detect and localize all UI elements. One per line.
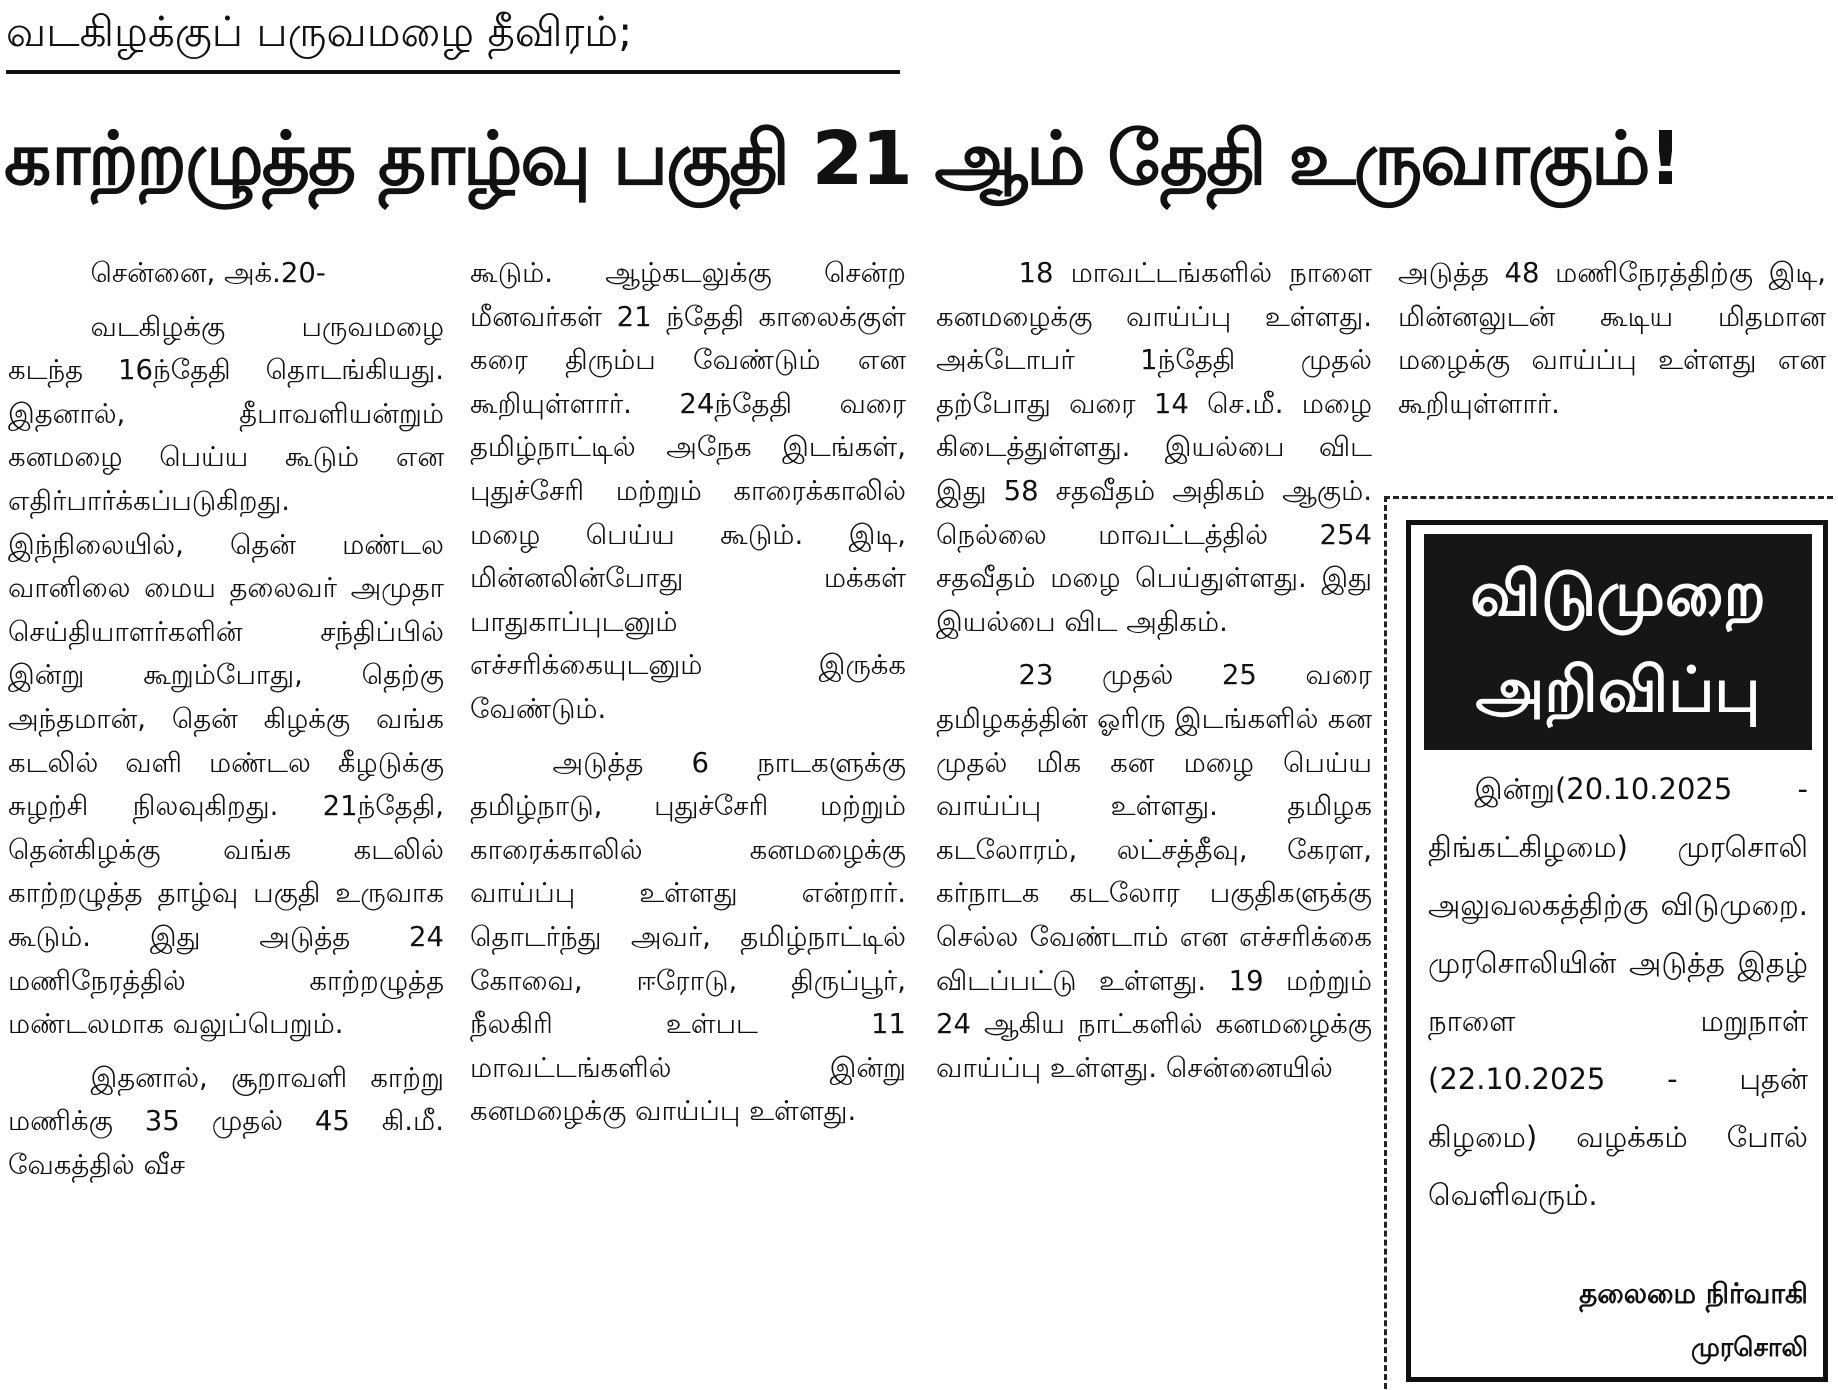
article-column-4	[1398, 252, 1826, 482]
article-paragraph: கூடும். ஆழ்கடலுக்கு சென்ற மீனவர்கள் 21 ந்தேதி காலைக்குள் கரை திரும்ப வேண்டும் என கூறியுள்ளார். 24ந்தேதி வரை தமிழ்நாட்டில் அநேக இடங்கள், புதுச்சேரி மற்றும் காரைக்காலில் மழை பெய்ய கூடும். இடி, மின்னலின்போது மக்கள் பாதுகாப்புடனும் எச்சரிக்கையுடனும் இருக்க வேண்டும்.	[470, 257, 906, 725]
article-paragraph: இதனால், சூறாவளி காற்று மணிக்கு 35 முதல் 45 கி.மீ. வேகத்தில் வீச	[8, 1061, 444, 1181]
notice-title-line-2: அறிவிப்பு	[1475, 653, 1761, 726]
main-headline: காற்றழுத்த தாழ்வு பகுதி 21 ஆம் தேதி உருவாகும்!	[4, 116, 1681, 202]
article-column-2	[470, 252, 906, 1382]
kicker-headline: வடகிழக்குப் பருவமழை தீவிரம்;	[6, 7, 633, 56]
notice-publication: முரசொலி	[1691, 1333, 1808, 1363]
article-paragraph: அடுத்த 48 மணிநேரத்திற்கு இடி, மின்னலுடன் கூடிய மிதமான மழைக்கு வாய்ப்பு உள்ளது என கூறியுள்ளார்.	[1398, 257, 1826, 420]
notice-title-line-1: விடுமுறை	[1470, 557, 1766, 630]
article-paragraph: அடுத்த 6 நாடகளுக்கு தமிழ்நாடு, புதுச்சேரி மற்றும் காரைக்காலில் கனமழைக்கு வாய்ப்பு உள்ளது என்றார். தொடர்ந்து அவர், தமிழ்நாட்டில் கோவை, ஈரோடு, திருப்பூர், நீலகிரி உள்பட 11 மாவட்டங்களில் இன்று கனமழைக்கு வாய்ப்பு உள்ளது.	[470, 746, 906, 1128]
notice-body	[1428, 760, 1808, 1230]
notice-signatory: தலைமை நிர்வாகி	[1579, 1277, 1808, 1310]
notice-text: இன்று(20.10.2025 - திங்கட்கிழமை) முரசொலி அலுவலகத்திற்கு விடுமுறை. முரசொலியின் அடுத்த இதழ் நாளை மறுநாள் (22.10.2025 - புதன் கிழமை) வழக்கம் போல் வெளிவரும்.	[1428, 772, 1808, 1212]
article-paragraph: 23 முதல் 25 வரை தமிழகத்தின் ஓரிரு இடங்களில் கன முதல் மிக கன மழை பெய்ய வாய்ப்பு உள்ளது. தமிழக கடலோரம், லட்சத்தீவு, கேரள, கர்நாடக கடலோர பகுதிகளுக்கு செல்ல வேண்டாம் என எச்சரிக்கை விடப்பட்டு உள்ளது. 19 மற்றும் 24 ஆகிய நாட்களில் கனமழைக்கு வாய்ப்பு உள்ளது. சென்னையில்	[936, 659, 1372, 1084]
article-paragraph: 18 மாவட்டங்களில் நாளை கனமழைக்கு வாய்ப்பு உள்ளது. அக்டோபர் 1ந்தேதி முதல் தற்போது வரை 14 செ.மீ. மழை கிடைத்துள்ளது. இயல்பை விட இது 58 சதவீதம் அதிகம் ஆகும். நெல்லை மாவட்டத்தில் 254 சதவீதம் மழை பெய்துள்ளது. இது இயல்பை விட அதிகம்.	[936, 257, 1372, 638]
notice-title	[1424, 534, 1812, 750]
kicker-underline	[6, 70, 900, 74]
dateline: சென்னை, அக்.20-	[90, 257, 326, 289]
article-column-1	[8, 252, 444, 1382]
article-column-3	[936, 252, 1372, 1382]
article-paragraph: வடகிழக்கு பருவமழை கடந்த 16ந்தேதி தொடங்கியது. இதனால், தீபாவளியன்றும் கனமழை பெய்ய கூடும் என எதிர்பார்க்கப்படுகிறது. இந்நிலையில், தென் மண்டல வானிலை மைய தலைவர் அமுதா செய்தியாளர்களின் சந்திப்பில் இன்று கூறும்போது, தெற்கு அந்தமான், தென் கிழக்கு வங்க கடலில் வளி மண்டல கீழடுக்கு சுழற்சி நிலவுகிறது. 21ந்தேதி, தென்கிழக்கு வங்க கடலில் காற்றழுத்த தாழ்வு பகுதி உருவாக கூடும். இது அடுத்த 24 மணிநேரத்தில் காற்றழுத்த மண்டலமாக வலுப்பெறும்.	[8, 310, 444, 1041]
